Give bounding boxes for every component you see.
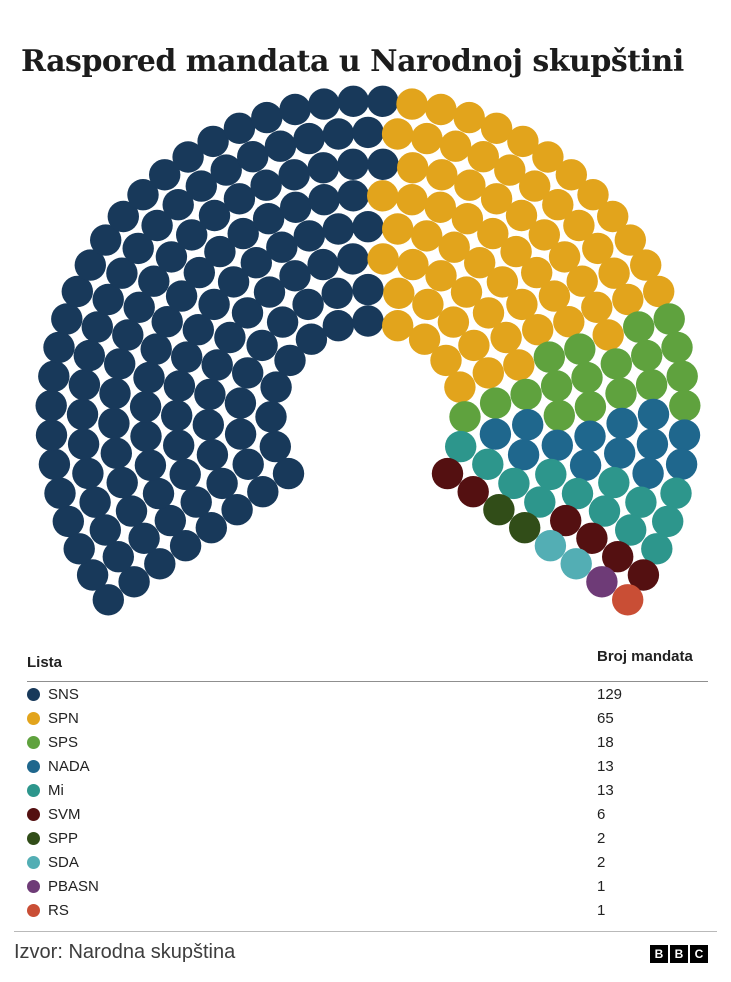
seat-dot: [454, 170, 485, 201]
seat-dot: [472, 449, 503, 480]
legend-value: 1: [597, 901, 606, 919]
seat-dot: [237, 141, 268, 172]
seat-dot: [251, 102, 282, 133]
pbasn-swatch-icon: [27, 880, 40, 893]
seat-dot: [396, 184, 427, 215]
seat-dot: [660, 478, 691, 509]
seat-dot: [164, 370, 195, 401]
sda-swatch-icon: [27, 856, 40, 869]
seat-dot: [163, 430, 194, 461]
spn-swatch-icon: [27, 712, 40, 725]
seat-dot: [112, 319, 143, 350]
legend-value: 65: [597, 709, 614, 727]
seat-dot: [233, 449, 264, 480]
legend-header-list: Lista: [27, 654, 63, 671]
seat-dot: [601, 348, 632, 379]
mi-swatch-icon: [27, 784, 40, 797]
legend-value: 13: [597, 757, 614, 775]
seat-dot: [612, 584, 643, 615]
seat-dot: [279, 159, 310, 190]
seat-dot: [669, 390, 700, 421]
seat-dot: [449, 401, 480, 432]
seat-dot: [623, 311, 654, 342]
legend-value: 6: [597, 805, 606, 823]
seat-dot: [458, 476, 489, 507]
seat-dot: [605, 378, 636, 409]
seat-dot: [253, 203, 284, 234]
seat-dot: [503, 349, 534, 380]
seat-dot: [535, 530, 566, 561]
legend-label: SPN: [48, 709, 79, 727]
seat-dot: [265, 131, 296, 162]
seat-dot: [534, 341, 565, 372]
seat-dot: [444, 371, 475, 402]
seat-dot: [161, 400, 192, 431]
seat-dot: [367, 149, 398, 180]
seat-dot: [411, 123, 442, 154]
seat-dot: [480, 387, 511, 418]
seat-dot: [593, 319, 624, 350]
seat-dot: [454, 102, 485, 133]
seat-dot: [224, 113, 255, 144]
seat-dot: [155, 505, 186, 536]
seat-dot: [322, 278, 353, 309]
seat-dot: [637, 428, 668, 459]
seat-dot: [104, 348, 135, 379]
seat-dot: [260, 431, 291, 462]
seat-dot: [260, 371, 291, 402]
seat-dot: [247, 476, 278, 507]
seat-dot: [69, 369, 100, 400]
seat-dot: [308, 184, 339, 215]
seat-dot: [564, 333, 595, 364]
seat-dot: [255, 401, 286, 432]
seat-dot: [39, 449, 70, 480]
seat-dot: [561, 548, 592, 579]
seat-dot: [143, 478, 174, 509]
nada-swatch-icon: [27, 760, 40, 773]
seat-dot: [130, 421, 161, 452]
seat-dot: [194, 379, 225, 410]
seat-dot: [352, 274, 383, 305]
seat-dot: [38, 361, 69, 392]
seat-dot: [232, 357, 263, 388]
seat-dot: [562, 478, 593, 509]
seat-dot: [98, 408, 129, 439]
legend-row-pbasn: [27, 874, 708, 898]
legend-label: SPP: [48, 829, 79, 847]
seat-dot: [544, 400, 575, 431]
seat-dot: [296, 324, 327, 355]
seat-dot: [250, 170, 281, 201]
seat-dot: [103, 541, 134, 572]
seat-dot: [553, 306, 584, 337]
seat-dot: [36, 390, 67, 421]
seat-dot: [202, 349, 233, 380]
seat-dot: [224, 183, 255, 214]
seat-dot: [570, 450, 601, 481]
legend-row-sps: [27, 730, 708, 754]
seat-dot: [273, 458, 304, 489]
seat-dot: [221, 494, 252, 525]
seat-dot: [181, 486, 212, 517]
legend-label: PBASN: [48, 877, 99, 895]
legend-row-sns: [27, 682, 708, 706]
seat-dot: [135, 450, 166, 481]
seat-dot: [337, 243, 368, 274]
seat-dot: [267, 306, 298, 337]
legend-label: Mi: [48, 781, 64, 799]
seat-dot: [44, 478, 75, 509]
seat-dot: [383, 278, 414, 309]
seat-dot: [293, 123, 324, 154]
seat-dot: [294, 220, 325, 251]
legend-table: [27, 648, 708, 922]
seat-dot: [101, 438, 132, 469]
seat-dot: [480, 418, 511, 449]
seat-dot: [90, 514, 121, 545]
seat-dot: [643, 276, 674, 307]
seat-dot: [128, 523, 159, 554]
spp-swatch-icon: [27, 832, 40, 845]
seat-dot: [542, 430, 573, 461]
seat-dot: [574, 421, 605, 452]
seat-dot: [367, 86, 398, 117]
seat-dot: [666, 449, 697, 480]
seat-dot: [535, 459, 566, 490]
legend-value: 18: [597, 733, 614, 751]
legend-header-seats: Broj mandata: [597, 648, 693, 665]
bbc-logo-block: C: [690, 945, 708, 963]
seat-dot: [412, 289, 443, 320]
seat-dot: [430, 345, 461, 376]
legend-value: 1: [597, 877, 606, 895]
legend-header-row: [27, 648, 708, 682]
seat-dot: [107, 467, 138, 498]
legend-label: RS: [48, 901, 69, 919]
sps-swatch-icon: [27, 736, 40, 749]
seat-dot: [615, 514, 646, 545]
seat-dot: [266, 232, 297, 263]
seat-dot: [63, 533, 94, 564]
bbc-logo-block: B: [650, 945, 668, 963]
seat-dot: [323, 310, 354, 341]
legend-row-svm: [27, 802, 708, 826]
seat-dot: [397, 249, 428, 280]
seat-dot: [397, 152, 428, 183]
seat-dot: [352, 305, 383, 336]
seat-dot: [575, 391, 606, 422]
seat-dot: [571, 362, 602, 393]
legend-label: NADA: [48, 757, 90, 775]
seat-dot: [53, 506, 84, 537]
seat-dot: [445, 431, 476, 462]
seat-dot: [352, 211, 383, 242]
seat-dot: [279, 260, 310, 291]
seat-dot: [280, 192, 311, 223]
seat-dot: [512, 409, 543, 440]
seat-dot: [632, 458, 663, 489]
seat-dot: [197, 439, 228, 470]
legend-label: SPS: [48, 733, 79, 751]
legend-value: 2: [597, 853, 606, 871]
seat-dot: [116, 495, 147, 526]
seat-dot: [79, 487, 110, 518]
seat-dot: [367, 180, 398, 211]
seat-dot: [667, 361, 698, 392]
seat-dot: [598, 467, 629, 498]
legend-label: SNS: [48, 685, 79, 703]
seat-dot: [382, 118, 413, 149]
seat-dot: [432, 458, 463, 489]
footer-divider: [14, 931, 717, 932]
seat-dot: [411, 220, 442, 251]
legend-row-rs: [27, 898, 708, 922]
seat-dot: [652, 506, 683, 537]
seat-dot: [171, 341, 202, 372]
seat-dot: [669, 419, 700, 450]
seat-dot: [490, 322, 521, 353]
seat-dot: [206, 468, 237, 499]
seat-dot: [510, 379, 541, 410]
seat-dot: [612, 284, 643, 315]
legend-row-spp: [27, 826, 708, 850]
seat-dot: [508, 439, 539, 470]
seat-dot: [72, 458, 103, 489]
seat-dot: [606, 408, 637, 439]
seat-dot: [604, 438, 635, 469]
seat-dot: [170, 459, 201, 490]
seat-dot: [396, 88, 427, 119]
seat-dot: [225, 387, 256, 418]
seat-dot: [308, 88, 339, 119]
bbc-logo: [650, 945, 708, 963]
seat-dot: [130, 391, 161, 422]
seat-dot: [43, 332, 74, 363]
rs-swatch-icon: [27, 904, 40, 917]
seat-dot: [589, 495, 620, 526]
seat-dot: [323, 213, 354, 244]
seat-dot: [307, 249, 338, 280]
legend-row-sda: [27, 850, 708, 874]
bbc-logo-block: B: [670, 945, 688, 963]
seat-dot: [636, 369, 667, 400]
seat-dot: [625, 487, 656, 518]
legend-value: 129: [597, 685, 623, 703]
seat-dot: [661, 332, 692, 363]
seat-dot: [367, 243, 398, 274]
seat-dot: [541, 370, 572, 401]
seat-dot: [382, 213, 413, 244]
seat-dot: [225, 418, 256, 449]
seat-dot: [425, 192, 456, 223]
seat-dot: [338, 180, 369, 211]
legend-row-nada: [27, 754, 708, 778]
page-title: Raspored mandata u Narodnoj skupštini: [21, 44, 684, 80]
seat-dot: [338, 86, 369, 117]
legend-row-spn: [27, 706, 708, 730]
seat-dot: [74, 340, 105, 371]
seat-dot: [193, 409, 224, 440]
legend-value: 2: [597, 829, 606, 847]
seat-dot: [586, 566, 617, 597]
seat-dot: [141, 333, 172, 364]
seat-dot: [82, 311, 113, 342]
seat-dot: [473, 357, 504, 388]
legend-value: 13: [597, 781, 614, 799]
seat-dot: [483, 494, 514, 525]
source-text: Izvor: Narodna skupština: [14, 941, 236, 963]
legend-label: SVM: [48, 805, 81, 823]
seat-dot: [654, 303, 685, 334]
seat-dot: [581, 292, 612, 323]
seat-dot: [631, 340, 662, 371]
seat-dot: [440, 131, 471, 162]
seat-dot: [337, 149, 368, 180]
seat-dot: [522, 314, 553, 345]
seat-dot: [426, 159, 457, 190]
seat-dot: [68, 428, 99, 459]
seat-dot: [292, 289, 323, 320]
seat-dot: [99, 378, 130, 409]
seat-dot: [425, 94, 456, 125]
seat-dot: [382, 310, 413, 341]
seat-dot: [638, 399, 669, 430]
seat-dot: [458, 330, 489, 361]
seat-dot: [51, 303, 82, 334]
seat-dot: [498, 468, 529, 499]
seat-dot: [323, 118, 354, 149]
legend-row-mi: [27, 778, 708, 802]
seat-dot: [279, 94, 310, 125]
seat-dot: [352, 117, 383, 148]
sns-swatch-icon: [27, 688, 40, 701]
seat-dot: [67, 399, 98, 430]
seat-dot: [308, 152, 339, 183]
seat-dot: [509, 512, 540, 543]
seat-dot: [133, 362, 164, 393]
svm-swatch-icon: [27, 808, 40, 821]
legend-label: SDA: [48, 853, 79, 871]
seat-dot: [36, 419, 67, 450]
